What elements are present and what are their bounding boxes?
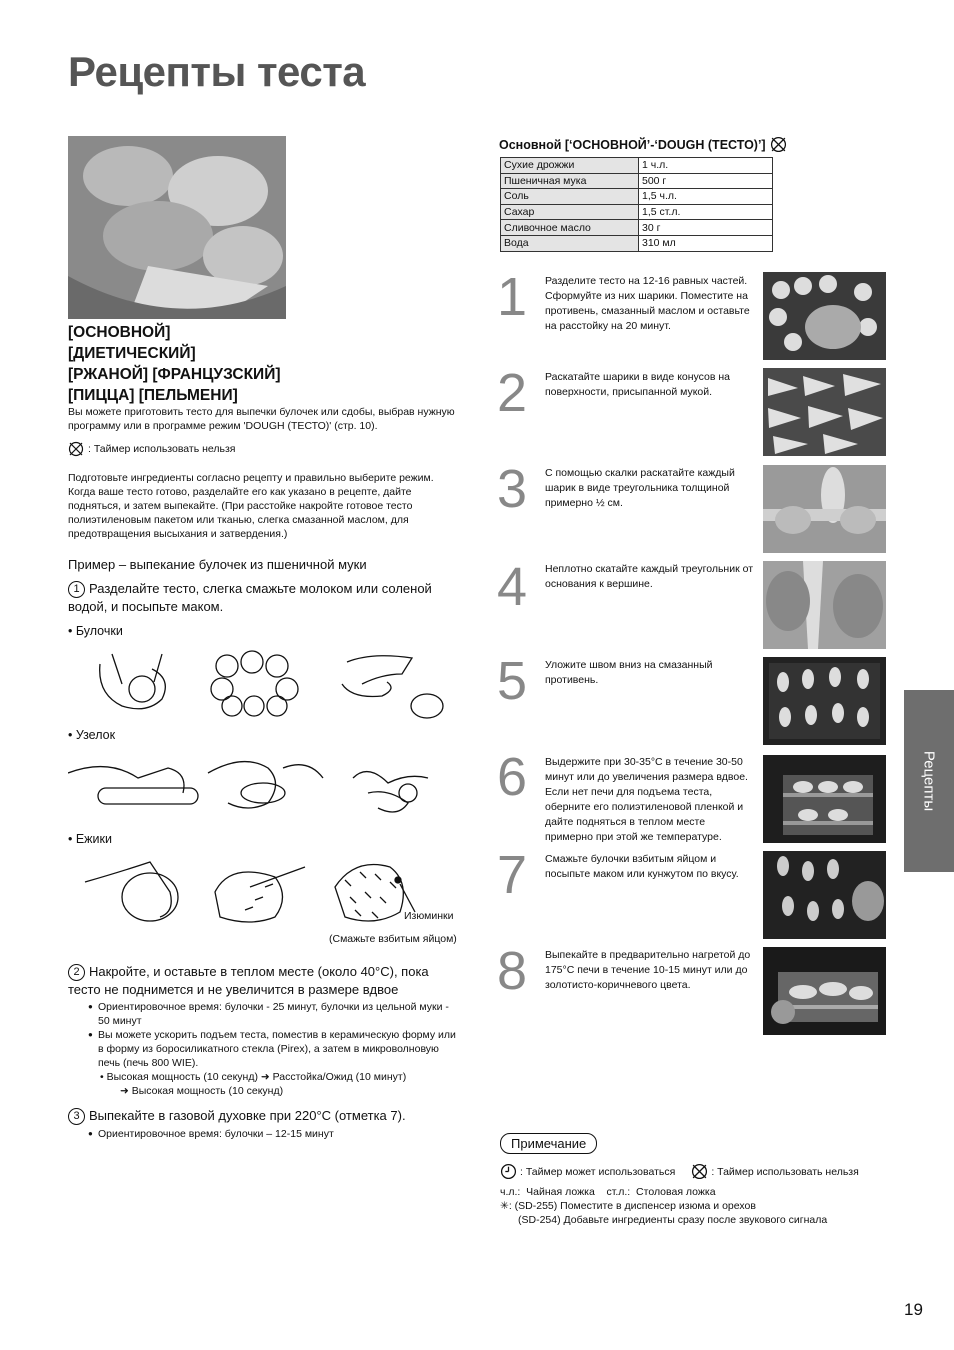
intro-text: Вы можете приготовить тесто для выпечки булочек или сдобы, выбрав нужную программу или в программе режим 'DOUGH (ТЕСТО)' (стр. 10). [68, 406, 455, 432]
step-text: Выдержите при 30-35°C в течение 30-50 минут или до увеличения размера вдвое. Если нет печи для подъема теста, оберните его полиэтиленовой пленкой и дайте подняться в теплом месте примерно при этой же температуре. [545, 756, 748, 843]
step-text: Накройте, и оставьте в теплом месте (около 40°C), пока тесто не поднимется и не увеличится в размере вдвое [68, 964, 429, 997]
page-number: 19 [904, 1300, 923, 1319]
knot-illustration [68, 748, 458, 823]
shape-label-rolls: • Булочки [68, 624, 123, 638]
step-number: 1 [497, 267, 526, 327]
ingredient-name: Пшеничная мука [501, 173, 639, 189]
step-number: 3 [68, 1108, 85, 1125]
table-row [501, 235, 773, 251]
table-row [501, 173, 773, 189]
ingredient-qty: 310 мл [639, 235, 773, 251]
shape-label-knot: • Узелок [68, 728, 116, 742]
step-text: С помощью скалки раскатайте каждый шарик в виде треугольника толщиной примерно ½ см. [545, 467, 735, 509]
microwave-line-1: • Высокая мощность (10 секунд) ➜ Расстойка/Ожид (10 минут) [100, 1071, 407, 1083]
left-step-1 [68, 580, 458, 615]
timer-note-text: : Таймер использовать нельзя [88, 443, 236, 455]
no-timer-icon [770, 136, 787, 153]
shape-label-hedgehog: • Ежики [68, 832, 112, 846]
step-photo [763, 947, 886, 1035]
step-photo [763, 755, 886, 843]
step-number: 7 [497, 845, 526, 905]
ingredient-name: Сахар [501, 204, 639, 220]
mode-list [68, 322, 281, 406]
ingredient-qty: 1,5 ч.л. [639, 189, 773, 205]
step-text: Неплотно скатайте каждый треугольник от основания к вершине. [545, 563, 754, 590]
ingredient-name: Соль [501, 189, 639, 205]
step-text: Выпекайте в предварительно нагретой до 175°C печи в течение 10-15 минут или до золотисто-коричневого цвета. [545, 949, 751, 991]
step-text: Выпекайте в газовой духовке при 220°C (отметка 7). [89, 1108, 406, 1123]
step-text: Раскатайте шарики в виде конусов на поверхности, присыпанной мукой. [545, 371, 731, 398]
bullet-item: ● Ориентировочное время: булочки - 25 минут, булочки из цельной муки - 50 минут [88, 1000, 458, 1028]
table-row [501, 220, 773, 236]
bullet-item: ● Вы можете ускорить подъем теста, поместив в керамическую форму или в форму из боросиликатного стекла (Pirex), а затем в микроволновую печь (печь 800 WIE). [88, 1028, 458, 1070]
step-text: Разделайте тесто, слегка смажьте молоком или соленой водой, и посыпьте маком. [68, 581, 432, 614]
ingredient-name: Сухие дрожжи [501, 158, 639, 174]
step-photo [763, 561, 886, 649]
step-number: 2 [68, 964, 85, 981]
left-step-3 [68, 1107, 458, 1141]
egg-wash-label: (Смажьте взбитым яйцом) [329, 933, 457, 945]
prep-text: Подготовьте ингредиенты согласно рецепту и правильно выберите режим. Когда ваше тесто готово, разделайте его как указано в рецепте, дайте подняться, и затем выпекайте. (При расстойке накройте готовое тесто полиэтиленовым пакетом или тканью, слегка смазанной маслом, для предотвращения высыхания и затвердения.) [68, 472, 434, 540]
section-tab [904, 690, 954, 872]
example-heading: Пример – выпекание булочек из пшеничной муки [68, 557, 367, 572]
step-number: 8 [497, 941, 526, 1001]
asterisk-icon: ✳ [500, 1200, 509, 1212]
bullet-item: ● Ориентировочное время: булочки – 12-15 минут [88, 1127, 458, 1141]
step-photo [763, 272, 886, 360]
microwave-line-2: ➜ Высокая мощность (10 секунд) [120, 1085, 284, 1097]
ingredient-name: Сливочное масло [501, 220, 639, 236]
ingredient-qty: 500 г [639, 173, 773, 189]
step-photo [763, 657, 886, 745]
step-text: Уложите швом вниз на смазанный противень. [545, 659, 713, 686]
timer-no-text: : Таймер использовать нельзя [711, 1165, 859, 1178]
step-photo [763, 368, 886, 456]
step-number: 2 [497, 363, 526, 423]
step-text: Смажьте булочки взбитым яйцом и посыпьте маком или кунжутом по вкусу. [545, 853, 739, 880]
section-title-text: Основной [‘ОСНОВНОЙ’-‘DOUGH (ТЕСТО)’] [499, 137, 766, 152]
beep-note: (SD-254) Добавьте ингредиенты сразу после звукового сигнала [518, 1214, 828, 1226]
section-tab-label: Рецепты [920, 750, 938, 812]
timer-legend [500, 1163, 859, 1180]
mode-item: [РЖАНОЙ] [ФРАНЦУЗСКИЙ] [68, 366, 281, 383]
bread-basket-photo [68, 136, 286, 319]
ingredient-qty: 30 г [639, 220, 773, 236]
abbreviations: ч.л.: Чайная ложка ст.л.: Столовая ложка [500, 1186, 716, 1198]
table-row [501, 189, 773, 205]
no-timer-icon [691, 1163, 708, 1180]
mode-item: [ОСНОВНОЙ] [68, 324, 171, 341]
table-row [501, 158, 773, 174]
timer-yes-text: : Таймер может использоваться [520, 1165, 676, 1178]
step-text: Разделите тесто на 12-16 равных частей. Сформуйте из них шарики. Поместите на противень, смазанный маслом и оставьте на расстойку на 20 минут. [545, 275, 750, 332]
left-step-2 [68, 963, 458, 1098]
timer-note [68, 441, 236, 457]
page-title: Рецепты теста [68, 48, 366, 95]
mode-item: [ДИЕТИЧЕСКИЙ] [68, 345, 196, 362]
raisins-label: Изюминки [404, 910, 454, 922]
rolls-illustration [92, 644, 452, 719]
step-number: 3 [497, 459, 526, 519]
recipe-section-title [499, 136, 787, 153]
ingredient-qty: 1 ч.л. [639, 158, 773, 174]
ingredients-table [500, 157, 773, 252]
dispenser-note [500, 1199, 756, 1213]
ingredient-name: Вода [501, 235, 639, 251]
step-number: 4 [497, 557, 526, 617]
no-timer-icon [68, 441, 84, 457]
ingredient-qty: 1,5 ст.л. [639, 204, 773, 220]
clock-icon [500, 1163, 517, 1180]
dispenser-note-text: : (SD-255) Поместите в диспенсер изюма и орехов [508, 1200, 756, 1212]
hedgehog-illustration [80, 852, 460, 932]
table-row [501, 204, 773, 220]
mode-item: [ПИЦЦА] [ПЕЛЬМЕНИ] [68, 387, 238, 404]
step-number: 1 [68, 581, 85, 598]
step-number: 6 [497, 747, 526, 807]
step-photo [763, 851, 886, 939]
step-number: 5 [497, 651, 526, 711]
step-photo [763, 465, 886, 553]
note-title: Примечание [500, 1133, 597, 1154]
